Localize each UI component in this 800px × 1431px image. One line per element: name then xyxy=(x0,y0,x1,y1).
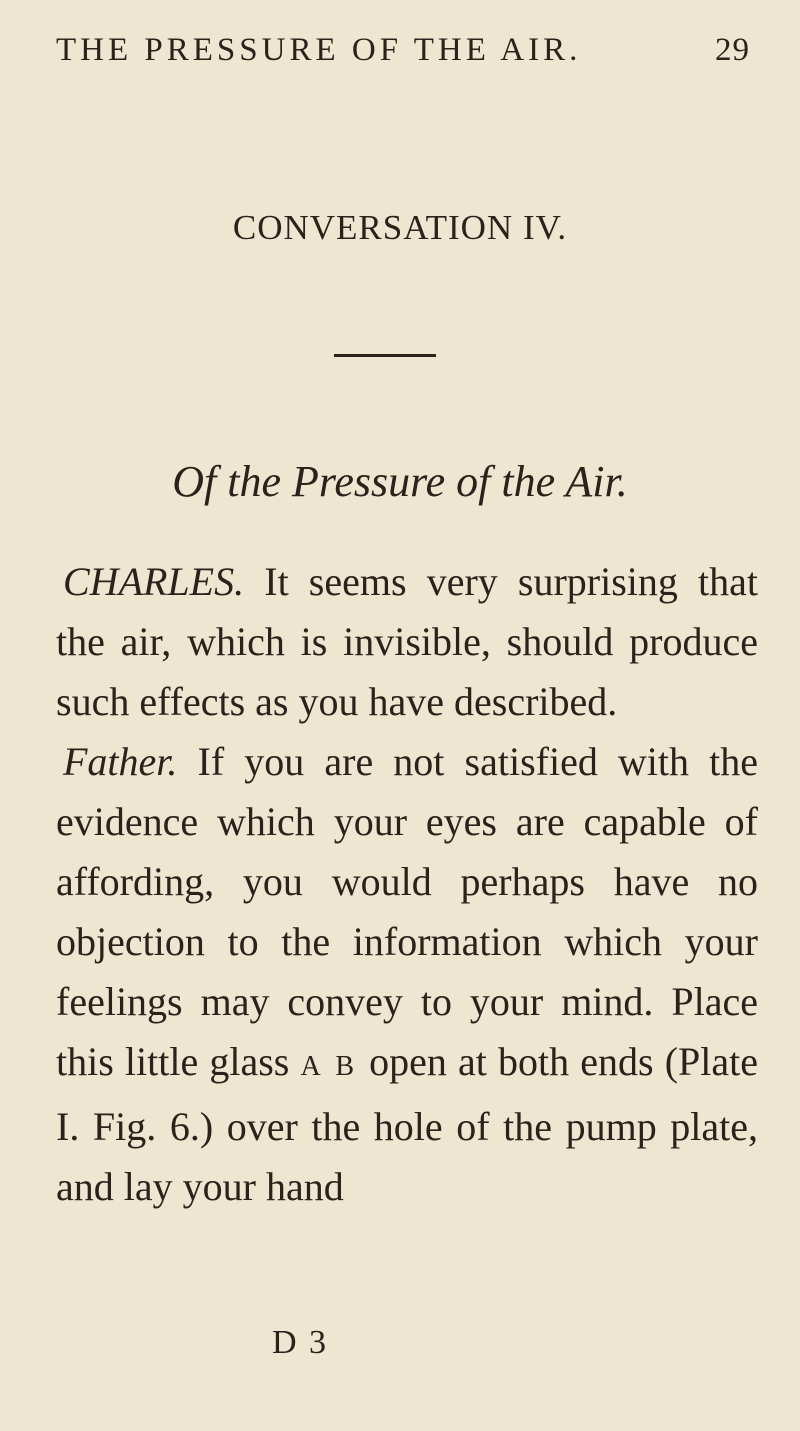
page-number: 29 xyxy=(715,31,750,68)
paragraph-text: It seems very surprising that the air, which is invisible, should produce such effects as you have described. xyxy=(56,559,758,724)
chapter-heading: CONVERSATION IV. xyxy=(232,208,568,247)
figure-label: A B xyxy=(300,1051,358,1082)
chapter-subtitle: Of the Pressure of the Air. xyxy=(172,457,628,506)
running-head xyxy=(56,26,750,74)
paragraph-father xyxy=(56,732,758,1217)
section-rule xyxy=(334,354,436,357)
speaker-name: Father. xyxy=(63,739,178,784)
body-text xyxy=(56,552,758,1217)
signature-mark: D 3 xyxy=(272,1324,329,1361)
running-head-title: THE PRESSURE OF THE AIR. xyxy=(56,31,582,68)
paragraph-text: If you are not satisfied with the evidence which your eyes are capable of affording, you would perhaps have no objection to the information which your feelings may convey to your mind. Place this little glass xyxy=(56,739,758,1084)
paragraph-text-continued: open at both ends (Plate I. Fig. 6.) over the hole of the pump plate, and lay your hand xyxy=(56,1039,759,1209)
speaker-name: CHARLES. xyxy=(63,559,245,604)
paragraph-charles xyxy=(56,552,758,732)
